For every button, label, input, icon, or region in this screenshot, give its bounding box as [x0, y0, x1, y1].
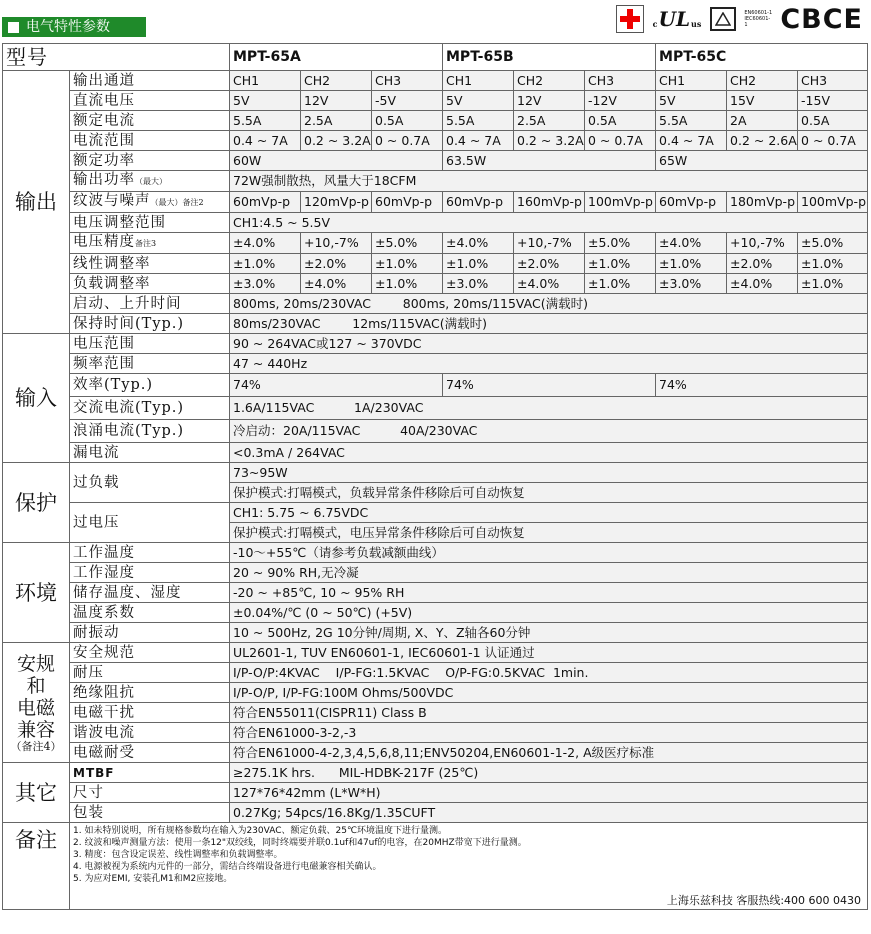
cell: 12V: [514, 91, 585, 111]
cell: 0.2 ~ 3.2A: [301, 131, 372, 151]
cell: I/P-O/P:4KVAC I/P-FG:1.5KVAC O/P-FG:0.5KVAC 1min.: [230, 663, 868, 683]
certification-logos: [616, 3, 863, 35]
row-label: 输出功率（最大）: [70, 171, 230, 192]
table-row: [3, 683, 868, 703]
cell: CH1: [443, 71, 514, 91]
cell: 符合EN61000-4-2,3,4,5,6,8,11;ENV50204,EN60601-1-2, A级医疗标准: [230, 743, 868, 763]
model-c: MPT-65C: [656, 44, 868, 71]
cell: 5.5A: [230, 111, 301, 131]
row-label: 过负载: [70, 463, 230, 503]
cell: ±3.0%: [443, 274, 514, 294]
cell: 10 ~ 500Hz, 2G 10分钟/周期, X、Y、Z轴各60分钟: [230, 623, 868, 643]
table-row: [3, 334, 868, 354]
cell: +10,-7%: [301, 233, 372, 254]
note-line: 4. 电源被视为系统内元件的一部分，需结合终端设备进行电磁兼容相关确认。: [73, 862, 382, 872]
cell: 74%: [443, 374, 656, 397]
cell: 0 ~ 0.7A: [585, 131, 656, 151]
cell: ±4.0%: [727, 274, 798, 294]
cell: 60mVp-p: [656, 192, 727, 213]
cell: +10,-7%: [727, 233, 798, 254]
cell: 60mVp-p: [372, 192, 443, 213]
table-row: [3, 503, 868, 523]
notes-row: [3, 823, 868, 910]
cell: 0.5A: [585, 111, 656, 131]
note-line: 5. 为应对EMI, 安装孔M1和M2应接地。: [73, 874, 233, 884]
cell: ±4.0%: [301, 274, 372, 294]
cell: 127*76*42mm (L*W*H): [230, 783, 868, 803]
cell: 2A: [727, 111, 798, 131]
row-label: 工作湿度: [70, 563, 230, 583]
table-row: [3, 71, 868, 91]
table-row: [3, 171, 868, 192]
cell: 90 ~ 264VAC或127 ~ 370VDC: [230, 334, 868, 354]
cell: 0.4 ~ 7A: [656, 131, 727, 151]
table-row: [3, 563, 868, 583]
cell: 47 ~ 440Hz: [230, 354, 868, 374]
cell: 60mVp-p: [443, 192, 514, 213]
row-label: 电磁干扰: [70, 703, 230, 723]
ul-logo: c UL us: [652, 7, 702, 31]
row-label: 电磁耐受: [70, 743, 230, 763]
row-label: MTBF: [70, 763, 230, 783]
cell: 0.5A: [372, 111, 443, 131]
cell: 80ms/230VAC 12ms/115VAC(满载时): [230, 314, 868, 334]
cell: CH1: [656, 71, 727, 91]
cell: 保护模式:打嗝模式，负载异常条件移除后可自动恢复: [230, 483, 868, 503]
row-label: 电压精度备注3: [70, 233, 230, 254]
table-row: [3, 583, 868, 603]
cell: ±5.0%: [798, 233, 868, 254]
row-label: 安全规范: [70, 643, 230, 663]
category-input: 输入: [3, 334, 70, 463]
cell: 0.4 ~ 7A: [230, 131, 301, 151]
row-label: 绝缘阻抗: [70, 683, 230, 703]
cell: ±1.0%: [372, 254, 443, 274]
table-row: [3, 763, 868, 783]
cell: 1.6A/115VAC 1A/230VAC: [230, 397, 868, 420]
red-cross-icon: [616, 5, 644, 33]
table-row: [3, 254, 868, 274]
tuv-triangle-icon: [710, 7, 736, 31]
cell: 60W: [230, 151, 443, 171]
table-row: [3, 131, 868, 151]
row-label: 尺寸: [70, 783, 230, 803]
note-line: 2. 纹波和噪声测量方法：使用一条12"双绞线，同时终端要并联0.1uf和47uf的电容，在20MHZ带宽下进行量测。: [73, 838, 527, 848]
row-label: 输出通道: [70, 71, 230, 91]
row-label: 储存温度、湿度: [70, 583, 230, 603]
cell: ±5.0%: [585, 233, 656, 254]
table-row: [3, 703, 868, 723]
row-label: 频率范围: [70, 354, 230, 374]
cell: 0.27Kg; 54pcs/16.8Kg/1.35CUFT: [230, 803, 868, 823]
cell: 160mVp-p: [514, 192, 585, 213]
cell: CH1: 5.75 ~ 6.75VDC: [230, 503, 868, 523]
cell: 100mVp-p: [798, 192, 868, 213]
cell: ±5.0%: [372, 233, 443, 254]
cell: 74%: [230, 374, 443, 397]
cell: 0.5A: [798, 111, 868, 131]
table-row: [3, 643, 868, 663]
cell: ±1.0%: [443, 254, 514, 274]
row-label: 负载调整率: [70, 274, 230, 294]
row-label: 线性调整率: [70, 254, 230, 274]
cell: ±1.0%: [585, 254, 656, 274]
cell: ±4.0%: [656, 233, 727, 254]
row-label: 效率(Typ.): [70, 374, 230, 397]
cell: ±1.0%: [230, 254, 301, 274]
cell: 72W强制散热，风量大于18CFM: [230, 171, 868, 192]
table-row: [3, 294, 868, 314]
cell: ±2.0%: [727, 254, 798, 274]
table-row: [3, 743, 868, 763]
cell: 800ms, 20ms/230VAC 800ms, 20ms/115VAC(满载时): [230, 294, 868, 314]
table-row: [3, 623, 868, 643]
cell: 冷启动：20A/115VAC 40A/230VAC: [230, 420, 868, 443]
note-line: 3. 精度：包含设定误差、线性调整率和负载调整率。: [73, 850, 283, 860]
cell: ±4.0%: [514, 274, 585, 294]
row-label: 谐波电流: [70, 723, 230, 743]
cell: ±3.0%: [656, 274, 727, 294]
table-row: [3, 397, 868, 420]
cell: CH3: [372, 71, 443, 91]
note-line: 1. 如未特别说明，所有规格参数均在输入为230VAC、额定负载、25℃环境温度下进行量测。: [73, 826, 448, 836]
category-safety-emc: 安规 和 电磁 兼容 （备注4）: [3, 643, 70, 763]
cell: 20 ~ 90% RH,无冷凝: [230, 563, 868, 583]
model-a: MPT-65A: [230, 44, 443, 71]
spec-table: [2, 43, 868, 910]
cell: -10～+55℃（请参考负载减额曲线）: [230, 543, 868, 563]
row-label: 纹波与噪声（最大）备注2: [70, 192, 230, 213]
cell: +10,-7%: [514, 233, 585, 254]
row-label: 交流电流(Typ.): [70, 397, 230, 420]
section-title: 电气特性参数: [26, 19, 110, 35]
row-label: 温度系数: [70, 603, 230, 623]
row-label: 额定功率: [70, 151, 230, 171]
cell: 5.5A: [656, 111, 727, 131]
table-row: [3, 91, 868, 111]
row-label: 启动、上升时间: [70, 294, 230, 314]
cell: <0.3mA / 264VAC: [230, 443, 868, 463]
cell: -12V: [585, 91, 656, 111]
cell: ±1.0%: [585, 274, 656, 294]
cell: 15V: [727, 91, 798, 111]
cell: 5V: [656, 91, 727, 111]
category-notes: 备注: [3, 823, 70, 910]
cell: 保护模式:打嗝模式，电压异常条件移除后可自动恢复: [230, 523, 868, 543]
cell: CH3: [798, 71, 868, 91]
row-label: 保持时间(Typ.): [70, 314, 230, 334]
row-label: 耐振动: [70, 623, 230, 643]
table-row: [3, 803, 868, 823]
cell: 74%: [656, 374, 868, 397]
table-row: [3, 274, 868, 294]
cell: ±3.0%: [230, 274, 301, 294]
row-label: 耐压: [70, 663, 230, 683]
cell: CH3: [585, 71, 656, 91]
cell: -5V: [372, 91, 443, 111]
table-row: [3, 111, 868, 131]
cb-ce-logo: CBCE: [780, 3, 863, 35]
square-icon: [8, 22, 19, 33]
cell: 180mVp-p: [727, 192, 798, 213]
cell: -20 ~ +85℃, 10 ~ 95% RH: [230, 583, 868, 603]
cell: ±4.0%: [230, 233, 301, 254]
cell: 0.2 ~ 3.2A: [514, 131, 585, 151]
cell: 100mVp-p: [585, 192, 656, 213]
model-header-row: [3, 44, 868, 71]
table-row: [3, 463, 868, 483]
cell: CH1:4.5 ~ 5.5V: [230, 213, 868, 233]
cell: ≥275.1K hrs. MIL-HDBK-217F (25℃): [230, 763, 868, 783]
hotline-text: 上海乐兹科技 客服热线:400 600 0430: [666, 894, 862, 907]
cell: 120mVp-p: [301, 192, 372, 213]
table-row: [3, 354, 868, 374]
row-label: 漏电流: [70, 443, 230, 463]
row-label: 过电压: [70, 503, 230, 543]
notes-cell: [70, 823, 868, 910]
row-label: 包装: [70, 803, 230, 823]
category-environment: 环境: [3, 543, 70, 643]
cell: CH1: [230, 71, 301, 91]
cell: ±1.0%: [798, 254, 868, 274]
row-label: 直流电压: [70, 91, 230, 111]
tuv-standard-text: EN60601-1 IEC60601-1: [744, 10, 773, 28]
cell: 5V: [230, 91, 301, 111]
cell: 12V: [301, 91, 372, 111]
section-title-bar: [2, 17, 146, 37]
cell: -15V: [798, 91, 868, 111]
table-row: [3, 783, 868, 803]
table-row: [3, 543, 868, 563]
row-label: 电流范围: [70, 131, 230, 151]
row-label: 电压范围: [70, 334, 230, 354]
table-row: [3, 374, 868, 397]
cell: ±0.04%/℃ (0 ~ 50℃) (+5V): [230, 603, 868, 623]
table-row: [3, 443, 868, 463]
cell: 65W: [656, 151, 868, 171]
cell: ±1.0%: [798, 274, 868, 294]
cell: ±1.0%: [372, 274, 443, 294]
table-row: [3, 314, 868, 334]
category-others: 其它: [3, 763, 70, 823]
cell: 5.5A: [443, 111, 514, 131]
cell: CH2: [301, 71, 372, 91]
cell: 2.5A: [301, 111, 372, 131]
cell: UL2601-1, TUV EN60601-1, IEC60601-1 认证通过: [230, 643, 868, 663]
table-row: [3, 603, 868, 623]
cell: I/P-O/P, I/P-FG:100M Ohms/500VDC: [230, 683, 868, 703]
cell: 0 ~ 0.7A: [372, 131, 443, 151]
row-label: 电压调整范围: [70, 213, 230, 233]
table-row: [3, 192, 868, 213]
cell: 73~95W: [230, 463, 868, 483]
cell: 5V: [443, 91, 514, 111]
cell: ±4.0%: [443, 233, 514, 254]
table-row: [3, 420, 868, 443]
table-row: [3, 213, 868, 233]
table-row: [3, 151, 868, 171]
cell: ±1.0%: [656, 254, 727, 274]
cell: ±2.0%: [514, 254, 585, 274]
category-protection: 保护: [3, 463, 70, 543]
cell: 符合EN55011(CISPR11) Class B: [230, 703, 868, 723]
cell: 63.5W: [443, 151, 656, 171]
cell: 0.2 ~ 2.6A: [727, 131, 798, 151]
row-label: 工作温度: [70, 543, 230, 563]
cell: CH2: [727, 71, 798, 91]
row-label: 浪涌电流(Typ.): [70, 420, 230, 443]
model-b: MPT-65B: [443, 44, 656, 71]
cell: CH2: [514, 71, 585, 91]
row-label: 额定电流: [70, 111, 230, 131]
model-label: 型号: [3, 44, 230, 71]
cell: 0.4 ~ 7A: [443, 131, 514, 151]
cell: 0 ~ 0.7A: [798, 131, 868, 151]
cell: ±2.0%: [301, 254, 372, 274]
table-row: [3, 723, 868, 743]
table-row: [3, 233, 868, 254]
cell: 60mVp-p: [230, 192, 301, 213]
category-output: 输出: [3, 71, 70, 334]
cell: 符合EN61000-3-2,-3: [230, 723, 868, 743]
table-row: [3, 663, 868, 683]
cell: 2.5A: [514, 111, 585, 131]
